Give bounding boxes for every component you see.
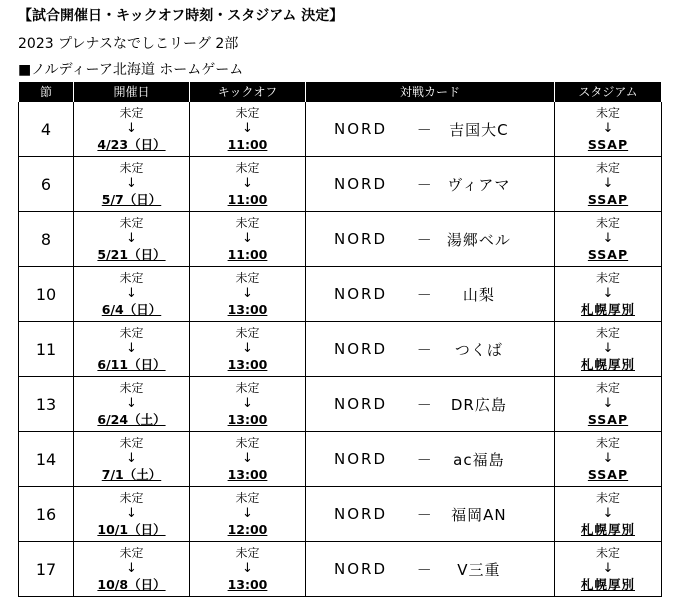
down-arrow-icon: ↓	[242, 341, 253, 356]
date-value: 10/1（日）	[97, 522, 166, 537]
header-kickoff: キックオフ	[190, 82, 306, 102]
date-value: 5/21（日）	[97, 247, 166, 262]
sec-cell: 6	[19, 157, 74, 212]
sec-cell: 8	[19, 212, 74, 267]
down-arrow-icon: ↓	[602, 561, 614, 576]
status-undecided: 未定	[235, 161, 260, 175]
status-undecided: 未定	[235, 106, 260, 120]
date-value: 10/8（日）	[97, 577, 166, 592]
stadium-cell	[555, 322, 662, 377]
table-row	[19, 377, 662, 432]
status-undecided: 未定	[235, 436, 260, 450]
stadium-value: SSAP	[587, 247, 629, 262]
kickoff-value: 12:00	[227, 522, 268, 537]
down-arrow-icon: ↓	[602, 286, 614, 301]
status-undecided: 未定	[595, 161, 620, 175]
down-arrow-icon: ↓	[602, 231, 614, 246]
down-arrow-icon: ↓	[126, 231, 137, 246]
status-undecided: 未定	[119, 271, 144, 285]
league-name: 2023 プレナスなでしこリーグ 2部	[18, 36, 239, 52]
status-undecided: 未定	[595, 326, 620, 340]
table-row	[19, 102, 662, 157]
table-row	[19, 432, 662, 487]
home-team: NORD	[334, 120, 387, 138]
stadium-cell	[555, 102, 662, 157]
down-arrow-icon: ↓	[126, 176, 137, 191]
kickoff-value: 13:00	[227, 577, 268, 592]
sec-cell: 16	[19, 487, 74, 542]
versus-dash: －	[416, 505, 434, 524]
card-cell	[306, 102, 555, 157]
status-undecided: 未定	[119, 436, 144, 450]
stadium-value: SSAP	[587, 137, 629, 152]
kickoff-value: 11:00	[227, 192, 268, 207]
down-arrow-icon: ↓	[602, 341, 614, 356]
stadium-cell	[555, 542, 662, 597]
stadium-cell	[555, 487, 662, 542]
stadium-cell	[555, 157, 662, 212]
card-cell	[306, 322, 555, 377]
status-undecided: 未定	[595, 491, 620, 505]
date-value: 4/23（日）	[97, 137, 166, 152]
kickoff-cell	[190, 432, 306, 487]
date-cell	[74, 432, 190, 487]
stadium-value: 札幌厚別	[580, 357, 635, 372]
table-body	[19, 102, 662, 597]
versus-dash: －	[416, 560, 434, 579]
home-team: NORD	[334, 450, 387, 468]
stadium-cell	[555, 267, 662, 322]
kickoff-value: 13:00	[227, 467, 268, 482]
down-arrow-icon: ↓	[126, 451, 137, 466]
stadium-value: 札幌厚別	[580, 522, 635, 537]
down-arrow-icon: ↓	[242, 561, 253, 576]
sec-cell: 4	[19, 102, 74, 157]
down-arrow-icon: ↓	[242, 396, 253, 411]
status-undecided: 未定	[235, 491, 260, 505]
down-arrow-icon: ↓	[126, 561, 137, 576]
home-team: NORD	[334, 395, 387, 413]
stadium-value: 札幌厚別	[580, 302, 635, 317]
down-arrow-icon: ↓	[242, 121, 253, 136]
down-arrow-icon: ↓	[602, 121, 614, 136]
date-value: 7/1（土）	[101, 467, 162, 482]
card-cell	[306, 157, 555, 212]
stadium-value: SSAP	[587, 192, 629, 207]
home-team: NORD	[334, 340, 387, 358]
status-undecided: 未定	[119, 546, 144, 560]
stadium-cell	[555, 432, 662, 487]
sec-cell: 11	[19, 322, 74, 377]
status-undecided: 未定	[235, 546, 260, 560]
card-cell	[306, 267, 555, 322]
home-team: NORD	[334, 230, 387, 248]
card-cell	[306, 212, 555, 267]
status-undecided: 未定	[119, 161, 144, 175]
date-cell	[74, 157, 190, 212]
kickoff-value: 13:00	[227, 357, 268, 372]
versus-dash: －	[416, 120, 434, 139]
section-title: ■ノルディーア北海道 ホームゲーム	[18, 62, 244, 78]
sec-cell: 17	[19, 542, 74, 597]
date-cell	[74, 322, 190, 377]
schedule-table	[18, 82, 662, 597]
kickoff-cell	[190, 212, 306, 267]
kickoff-cell	[190, 322, 306, 377]
sec-cell: 14	[19, 432, 74, 487]
table-row	[19, 542, 662, 597]
opponent-team: 湯郷ベル	[446, 230, 511, 249]
home-team: NORD	[334, 175, 387, 193]
down-arrow-icon: ↓	[602, 396, 614, 411]
kickoff-value: 13:00	[227, 302, 268, 317]
status-undecided: 未定	[595, 546, 620, 560]
down-arrow-icon: ↓	[602, 451, 614, 466]
kickoff-cell	[190, 377, 306, 432]
table-row	[19, 322, 662, 377]
down-arrow-icon: ↓	[126, 286, 137, 301]
table-header-row	[19, 82, 662, 102]
down-arrow-icon: ↓	[242, 286, 253, 301]
versus-dash: －	[416, 230, 434, 249]
table-row	[19, 157, 662, 212]
status-undecided: 未定	[595, 216, 620, 230]
status-undecided: 未定	[235, 271, 260, 285]
date-value: 6/11（日）	[97, 357, 166, 372]
sec-cell: 13	[19, 377, 74, 432]
card-cell	[306, 377, 555, 432]
down-arrow-icon: ↓	[126, 121, 137, 136]
versus-dash: －	[416, 450, 434, 469]
date-cell	[74, 267, 190, 322]
versus-dash: －	[416, 285, 434, 304]
down-arrow-icon: ↓	[126, 506, 137, 521]
sec-cell: 10	[19, 267, 74, 322]
kickoff-value: 11:00	[227, 247, 268, 262]
card-cell	[306, 542, 555, 597]
opponent-team: 福岡AN	[451, 505, 507, 524]
status-undecided: 未定	[595, 436, 620, 450]
status-undecided: 未定	[235, 326, 260, 340]
status-undecided: 未定	[119, 106, 144, 120]
kickoff-value: 13:00	[227, 412, 268, 427]
date-cell	[74, 487, 190, 542]
versus-dash: －	[416, 175, 434, 194]
card-cell	[306, 432, 555, 487]
header-sec: 節	[19, 82, 74, 102]
kickoff-value: 11:00	[227, 137, 268, 152]
down-arrow-icon: ↓	[126, 396, 137, 411]
opponent-team: ac福島	[453, 450, 505, 469]
versus-dash: －	[416, 340, 434, 359]
status-undecided: 未定	[119, 381, 144, 395]
stadium-cell	[555, 212, 662, 267]
card-cell	[306, 487, 555, 542]
header-card: 対戦カード	[306, 82, 555, 102]
status-undecided: 未定	[595, 381, 620, 395]
heading: 【試合開催日・キックオフ時刻・スタジアム 決定】	[18, 8, 344, 24]
opponent-team: 吉国大C	[449, 120, 509, 139]
status-undecided: 未定	[595, 271, 620, 285]
down-arrow-icon: ↓	[242, 506, 253, 521]
table-row	[19, 212, 662, 267]
header-stadium: スタジアム	[555, 82, 662, 102]
down-arrow-icon: ↓	[242, 451, 253, 466]
stadium-value: 札幌厚別	[580, 577, 635, 592]
status-undecided: 未定	[235, 216, 260, 230]
opponent-team: ヴィアマ	[447, 175, 511, 194]
stadium-cell	[555, 377, 662, 432]
down-arrow-icon: ↓	[242, 176, 253, 191]
status-undecided: 未定	[235, 381, 260, 395]
header-date: 開催日	[74, 82, 190, 102]
down-arrow-icon: ↓	[602, 506, 614, 521]
status-undecided: 未定	[119, 491, 144, 505]
opponent-team: V三重	[457, 560, 501, 579]
status-undecided: 未定	[595, 106, 620, 120]
kickoff-cell	[190, 157, 306, 212]
date-value: 6/24（土）	[97, 412, 166, 427]
date-cell	[74, 377, 190, 432]
stadium-value: SSAP	[587, 412, 629, 427]
table-row	[19, 487, 662, 542]
date-cell	[74, 102, 190, 157]
opponent-team: DR広島	[450, 395, 507, 414]
down-arrow-icon: ↓	[126, 341, 137, 356]
status-undecided: 未定	[119, 216, 144, 230]
home-team: NORD	[334, 505, 387, 523]
down-arrow-icon: ↓	[602, 176, 614, 191]
down-arrow-icon: ↓	[242, 231, 253, 246]
date-cell	[74, 212, 190, 267]
kickoff-cell	[190, 267, 306, 322]
table-row	[19, 267, 662, 322]
home-team: NORD	[334, 285, 387, 303]
kickoff-cell	[190, 487, 306, 542]
date-value: 6/4（日）	[101, 302, 162, 317]
kickoff-cell	[190, 542, 306, 597]
date-cell	[74, 542, 190, 597]
opponent-team: 山梨	[462, 285, 495, 304]
kickoff-cell	[190, 102, 306, 157]
date-value: 5/7（日）	[101, 192, 162, 207]
status-undecided: 未定	[119, 326, 144, 340]
home-team: NORD	[334, 560, 387, 578]
versus-dash: －	[416, 395, 434, 414]
opponent-team: つくば	[454, 340, 503, 359]
stadium-value: SSAP	[587, 467, 629, 482]
